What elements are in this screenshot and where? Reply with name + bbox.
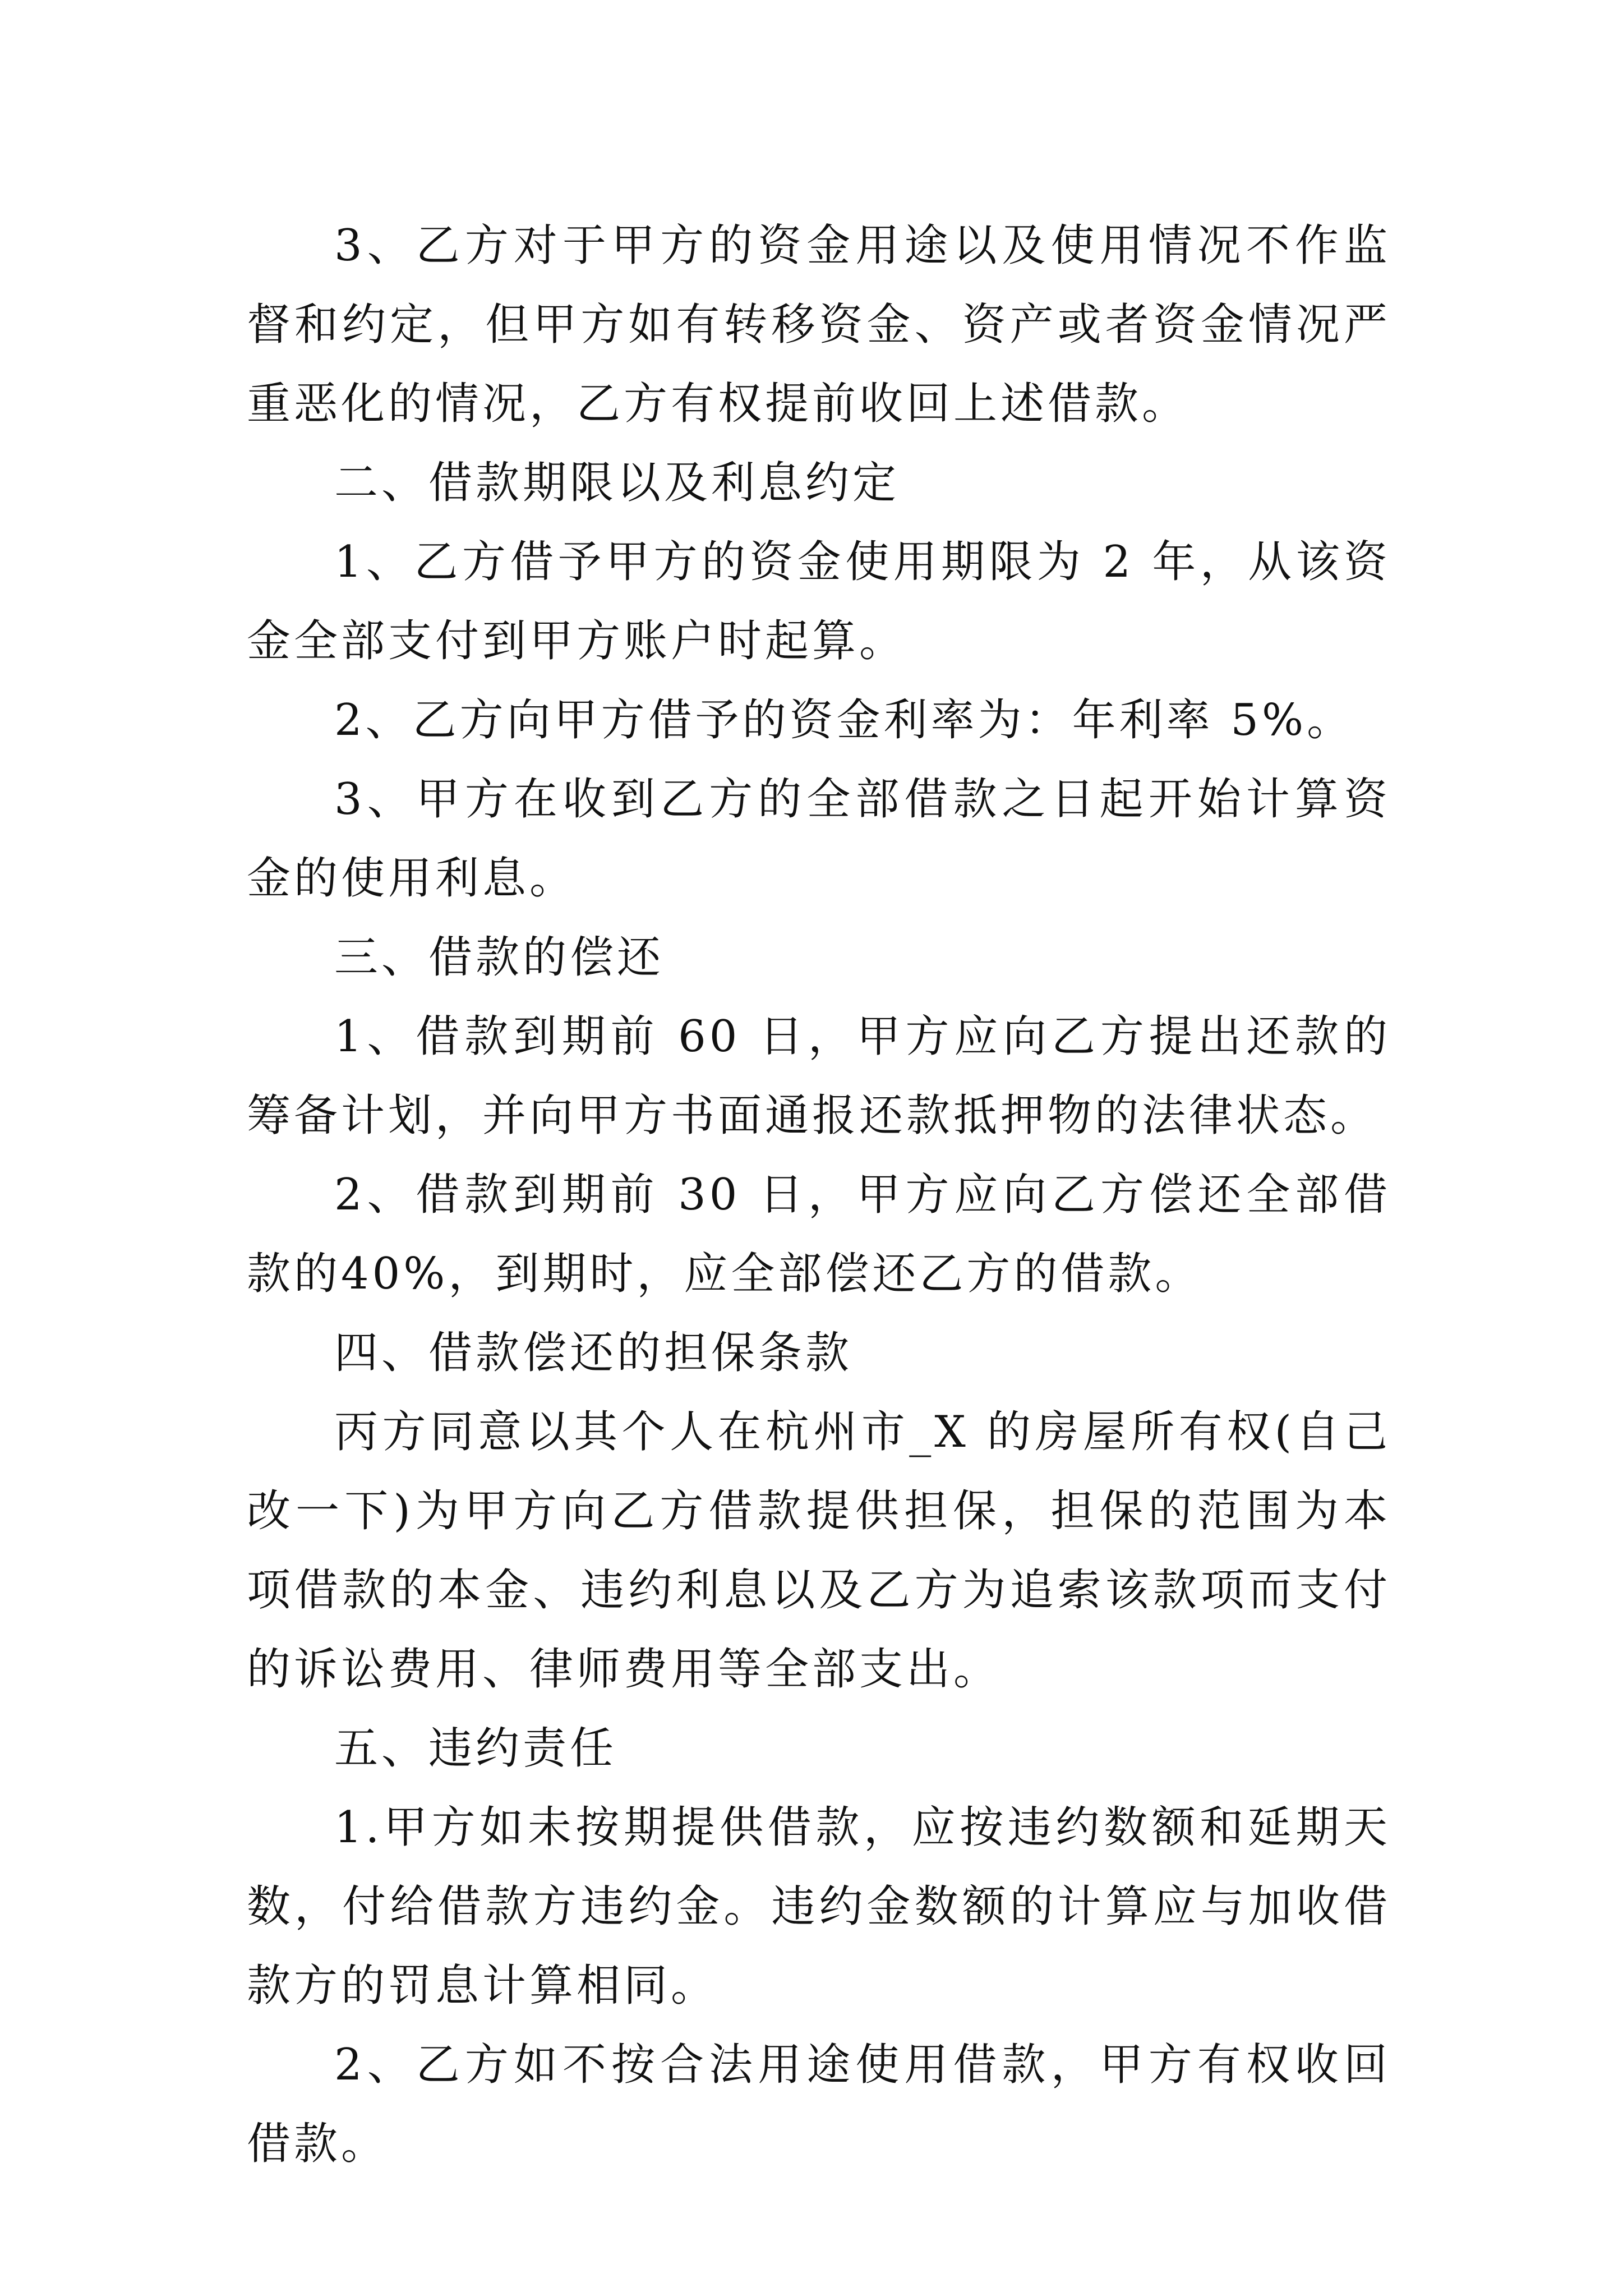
- section-heading-repayment: 三、借款的偿还: [334, 932, 665, 983]
- clause-2-repayment-amount: 2、借款到期前 30 日，甲方应向乙方偿还全部借款的40%，到期时，应全部偿还乙方的借款。: [247, 1170, 1391, 1299]
- section-heading-breach: 五、违约责任: [334, 1723, 617, 1774]
- section-heading-term-interest: 二、借款期限以及利息约定: [334, 458, 900, 508]
- clause-1-repayment-plan: 1、借款到期前 60 日，甲方应向乙方提出还款的筹备计划，并向甲方书面通报还款抵押物的法律状态。: [247, 1011, 1391, 1141]
- clause-1-penalty: 1.甲方如未按期提供借款，应按违约数额和延期天数，付给借款方违约金。违约金数额的计算应与加收借款方的罚息计算相同。: [247, 1802, 1391, 2011]
- clause-2-rate: 2、乙方向甲方借予的资金利率为：年利率 5%。: [334, 695, 1354, 746]
- clause-guarantee: 丙方同意以其个人在杭州市_X 的房屋所有权(自己改一下)为甲方向乙方借款提供担保，担保的范围为本项借款的本金、违约利息以及乙方为追索该款项而支付的诉讼费用、律师费用等全部支出。: [247, 1407, 1391, 1695]
- clause-3-interest-start: 3、甲方在收到乙方的全部借款之日起开始计算资金的使用利息。: [247, 774, 1391, 904]
- clause-2-misuse: 2、乙方如不按合法用途使用借款，甲方有权收回借款。: [247, 2040, 1391, 2169]
- clause-1-term: 1、乙方借予甲方的资金使用期限为 2 年，从该资金全部支付到甲方账户时起算。: [247, 537, 1391, 666]
- section-heading-guarantee: 四、借款偿还的担保条款: [334, 1328, 853, 1378]
- document-body: [247, 206, 1391, 2184]
- clause-3-supervision: 3、乙方对于甲方的资金用途以及使用情况不作监督和约定，但甲方如有转移资金、资产或者资金情况严重恶化的情况，乙方有权提前收回上述借款。: [247, 220, 1391, 429]
